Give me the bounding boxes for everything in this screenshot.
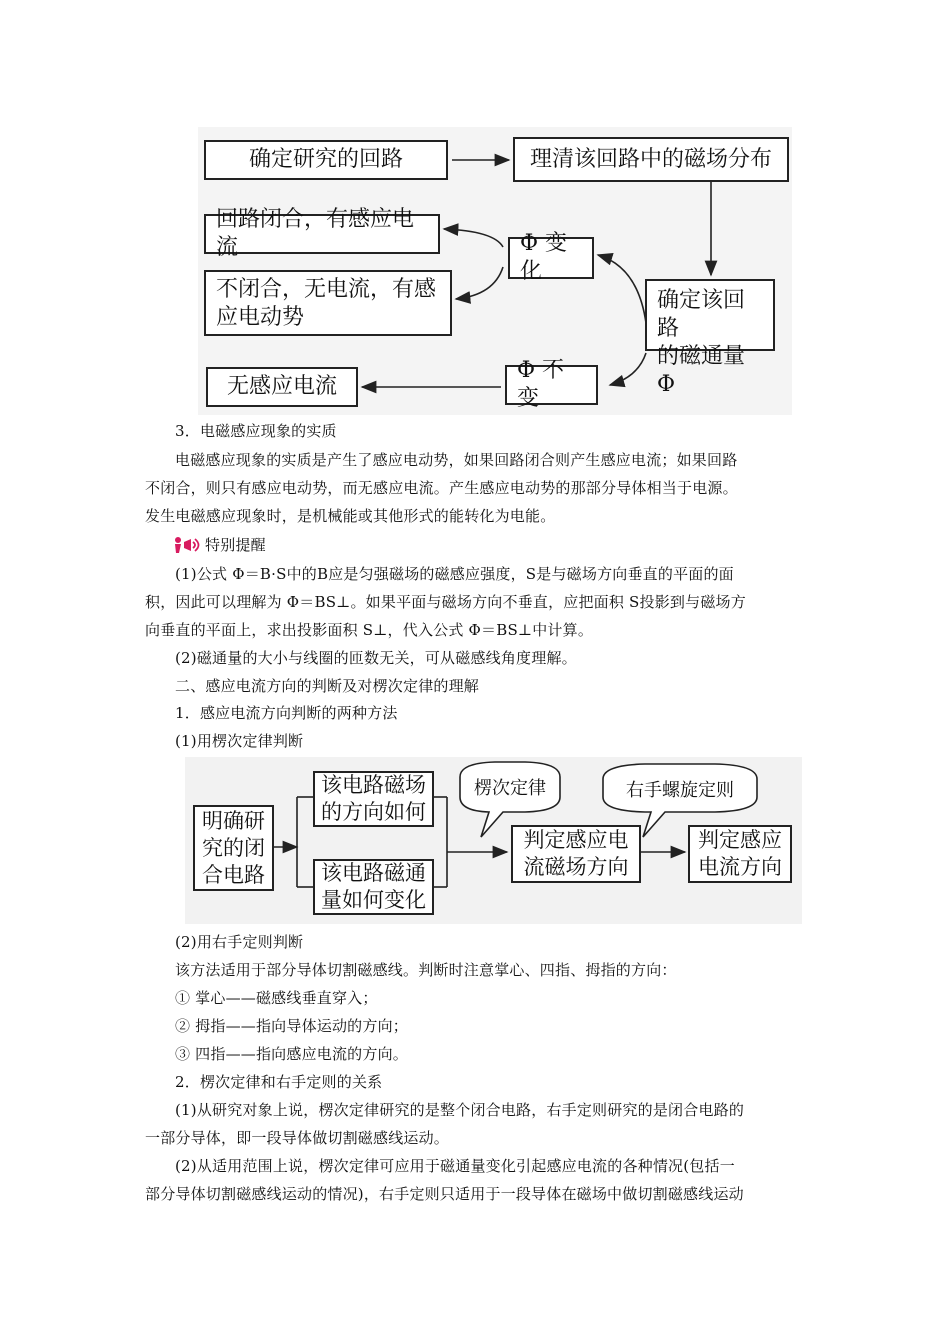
clear-loop-line1: 明确研 — [202, 808, 265, 833]
tip1-line1: (1)公式 Φ＝B·S中的B应是匀强磁场的磁感应强度，S是与磁场方向垂直的平面的面 — [175, 565, 734, 583]
flux-line1: 确定该回路 — [657, 288, 746, 341]
phi-change-box — [508, 231, 594, 284]
tip-megaphone-icon — [173, 536, 203, 554]
method2-item-palm: ① 掌心——磁感线垂直穿入； — [175, 989, 378, 1007]
field-direction-box — [313, 771, 434, 827]
current-direction-box — [688, 825, 792, 883]
flux-box — [645, 279, 775, 397]
relation2-line2: 部分导体切割磁感线运动的情况)，右手定则只适用于一段导体在磁场中做切割磁感线运动 — [145, 1185, 744, 1203]
relation1-line1: (1)从研究对象上说，楞次定律研究的是整个闭合电路，右手定则研究的是闭合电路的 — [175, 1101, 745, 1119]
flux-flowchart — [198, 127, 792, 415]
research-loop-label: 确定研究的回路 — [248, 147, 403, 172]
part2-title: 二、感应电流方向的判断及对楞次定律的理解 — [175, 677, 480, 695]
flux-change-line2: 量如何变化 — [321, 888, 426, 912]
section3-title: 3．电磁感应现象的实质 — [175, 422, 337, 440]
open-emf-line2: 应电动势 — [216, 305, 305, 330]
clear-loop-line3: 合电路 — [202, 862, 265, 887]
induced-field-line2: 流磁场方向 — [523, 855, 629, 879]
lenz-law-bubble: 楞次定律 — [474, 778, 546, 799]
no-current-label: 无感应电流 — [226, 374, 337, 399]
open-emf-box — [204, 270, 452, 336]
clear-loop-line2: 究的闭 — [202, 835, 265, 860]
method2-desc: 该方法适用于部分导体切割磁感线。判断时注意掌心、四指、拇指的方向： — [175, 961, 677, 979]
closed-current-label: 回路闭合，有感应电流 — [216, 207, 415, 260]
section3-para-line3: 发生电磁感应现象时，是机械能或其他形式的能转化为电能。 — [145, 507, 556, 525]
clear-loop-box — [193, 805, 274, 891]
method2-title: (2)用右手定则判断 — [175, 933, 304, 951]
part2-sub2-title: 2．楞次定律和右手定则的关系 — [175, 1073, 383, 1091]
phi-unchanged-box — [505, 358, 598, 411]
tip2-line: (2)磁通量的大小与线圈的匝数无关，可从磁感线角度理解。 — [175, 649, 577, 667]
induced-field-line1: 判定感应电 — [523, 828, 629, 852]
field-direction-line1: 该电路磁场 — [321, 773, 426, 797]
tip-title: 特别提醒 — [205, 536, 266, 554]
relation1-line2: 一部分导体，即一段导体做切割磁感线运动。 — [145, 1129, 450, 1147]
phi-change-label: Φ 变化 — [520, 231, 568, 284]
flux-change-line1: 该电路磁通 — [321, 861, 426, 885]
research-loop-box — [204, 140, 448, 180]
phi-unchanged-label: Φ 不变 — [517, 358, 565, 411]
section3-para-line1: 电磁感应现象的实质是产生了感应电动势，如果回路闭合则产生感应电流；如果回路 — [175, 451, 738, 469]
open-emf-line1: 不闭合，无电流，有感 — [216, 277, 437, 302]
part2-sub1-title: 1．感应电流方向判断的两种方法 — [175, 704, 398, 722]
no-current-box — [206, 367, 358, 407]
method1-title: (1)用楞次定律判断 — [175, 732, 304, 750]
tip1-line3: 向垂直的平面上，求出投影面积 S⊥，代入公式 Φ＝BS⊥中计算。 — [145, 621, 594, 639]
section3-para-line2: 不闭合，则只有感应电动势，而无感应电流。产生感应电动势的那部分导体相当于电源。 — [145, 479, 738, 497]
field-distribution-label: 理清该回路中的磁场分布 — [529, 146, 772, 172]
method2-item-fingers: ③ 四指——指向感应电流的方向。 — [175, 1045, 408, 1063]
method2-item-thumb: ② 拇指——指向导体运动的方向； — [175, 1017, 408, 1035]
induced-field-box — [511, 825, 641, 883]
flux-change-box — [313, 859, 434, 915]
right-hand-rule-bubble: 右手螺旋定则 — [626, 780, 734, 801]
tip1-line2: 积，因此可以理解为 Φ＝BS⊥。如果平面与磁场方向不垂直，应把面积 S投影到与磁场方 — [145, 593, 746, 611]
field-distribution-box — [513, 137, 789, 182]
field-direction-line2: 的方向如何 — [321, 800, 426, 824]
current-direction-line1: 判定感应 — [698, 828, 782, 852]
relation2-line1: (2)从适用范围上说，楞次定律可应用于磁通量变化引起感应电流的各种情况(包括一 — [175, 1157, 735, 1175]
flux-line2: 的磁通量Φ — [657, 344, 746, 397]
current-direction-line2: 电流方向 — [698, 855, 782, 879]
closed-current-box — [204, 207, 440, 260]
lenz-flowchart — [185, 757, 802, 924]
